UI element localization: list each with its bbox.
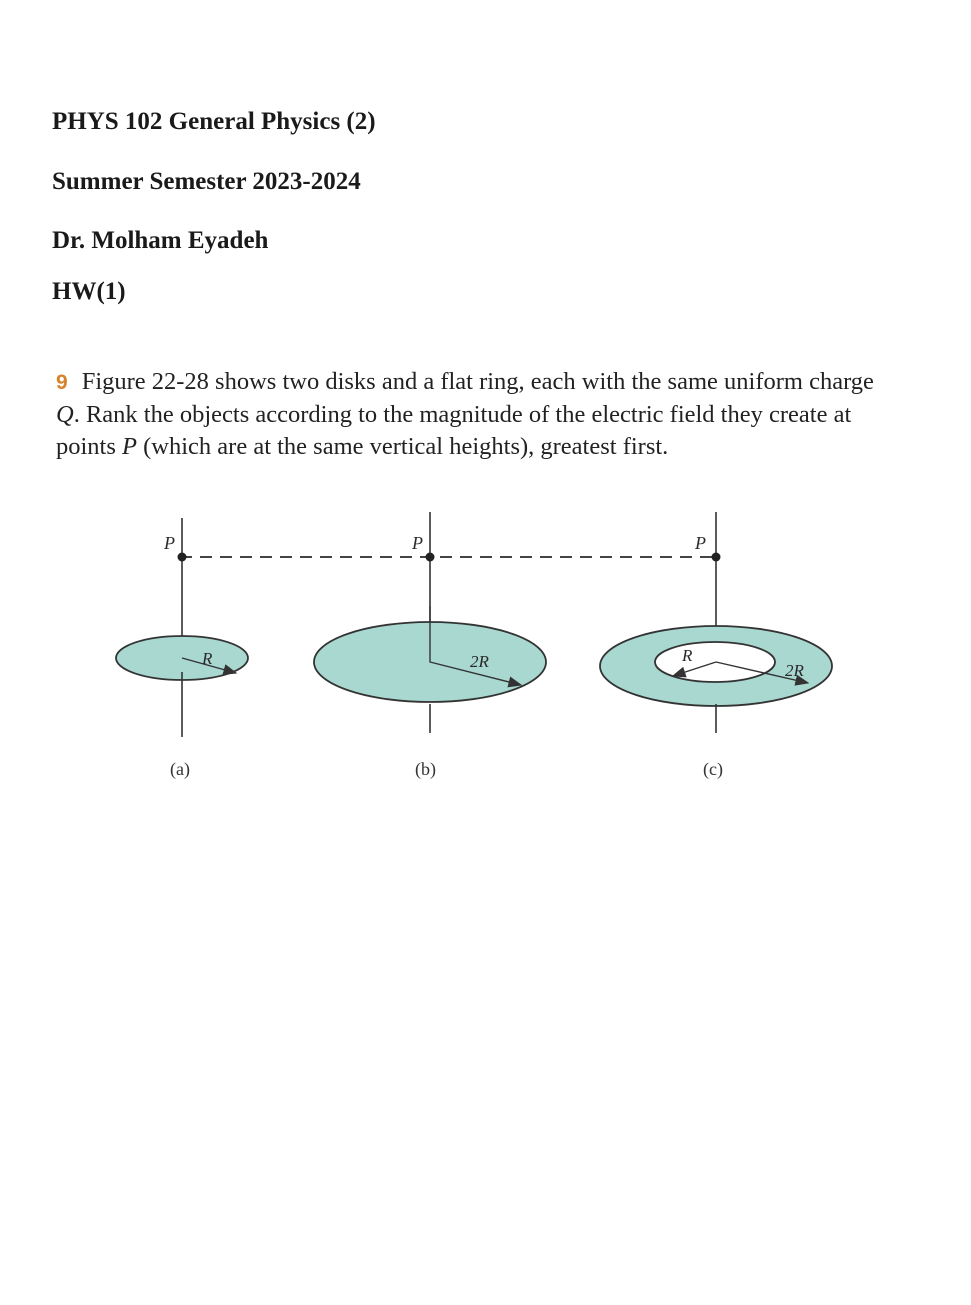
point-label-b: P [412,533,423,553]
point-p-b [426,553,435,562]
object-c [600,512,832,780]
caption-c: (c) [703,759,723,779]
problem-number: 9 [56,371,68,394]
semester: Summer Semester 2023-2024 [52,168,361,195]
outer-radius-label-c: 2R [785,661,804,680]
problem-text-part-2: . Rank the objects according to the magnitude of the electric field they create at points [56,401,852,460]
radius-label-a: R [202,649,213,668]
caption-b: (b) [415,759,436,779]
radius-label-b: 2R [470,652,489,671]
problem-text-part-1: Figure 22-28 shows two disks and a flat ring, each with the same uniform charge [81,368,874,395]
inner-radius-label-c: R [682,646,693,665]
assignment-title: HW(1) [52,278,126,305]
object-b [314,512,546,780]
point-label-a: P [164,533,175,553]
point-p-a [178,553,187,562]
problem-text-part-3: (which are at the same vertical heights), greatest first. [137,433,669,460]
course-title: PHYS 102 General Physics (2) [52,108,376,135]
point-label-c: P [695,533,706,553]
charge-variable: Q [56,401,74,428]
inner-radius-arrow [673,662,716,676]
point-p-c [712,553,721,562]
point-variable: P [122,433,137,460]
caption-a: (a) [170,759,190,779]
instructor-name: Dr. Molham Eyadeh [52,227,269,254]
